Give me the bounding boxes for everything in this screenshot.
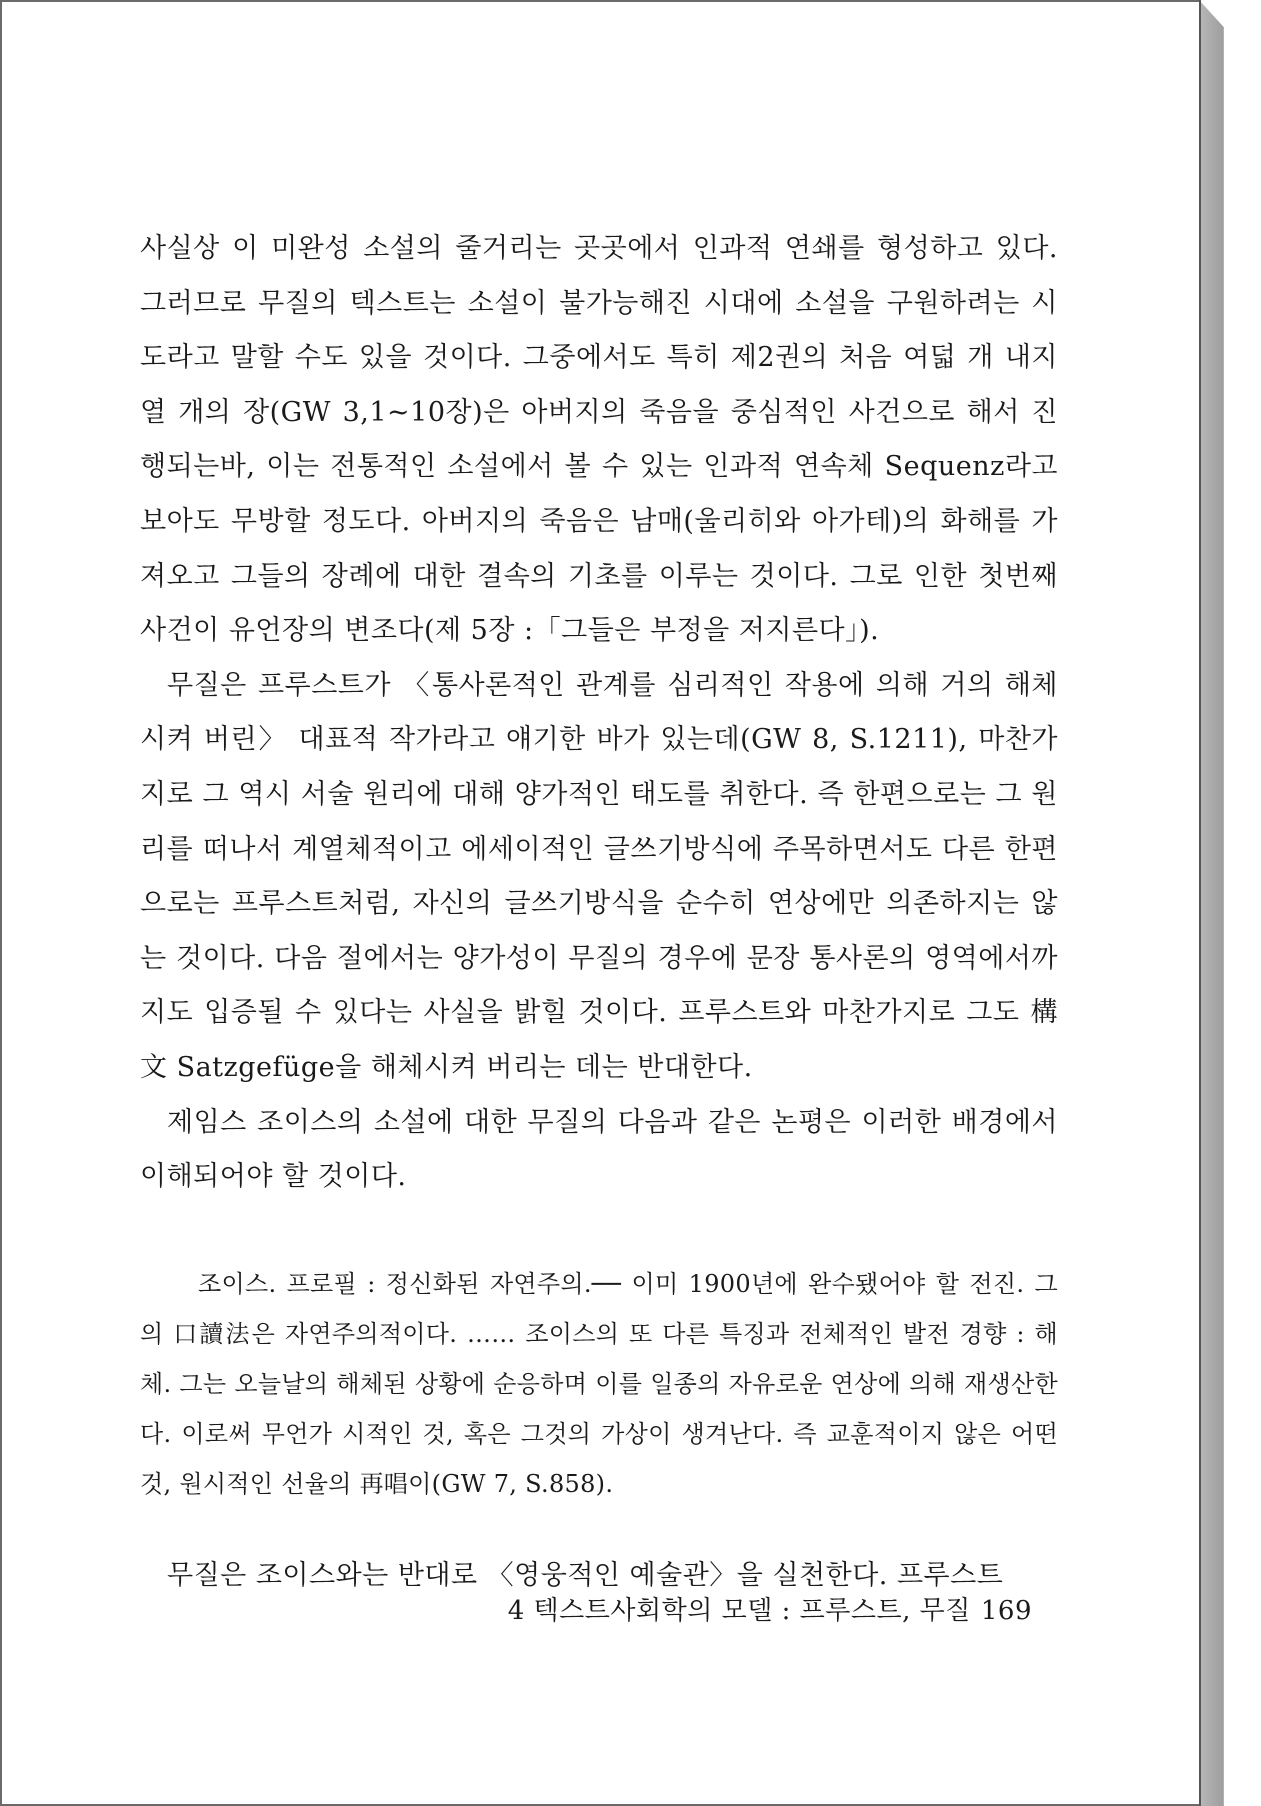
page-edge-line xyxy=(1199,0,1201,1806)
paragraph-2: 무질은 프루스트가 〈통사론적인 관계를 심리적인 작용에 의해 거의 해체시켜 버린〉 대표적 작가라고 얘기한 바가 있는데(GW 8, S.1211), 마찬가지로 그 역시 서술 원리에 대해 양가적인 태도를 취한다. 즉 한편으로는 그 원리를 떠나서 계열체적이고 에세이적인 글쓰기방식에 주목하면서도 다른 한편으로는 프루스트처럼, 자신의 글쓰기방식을 순수히 연상에만 의존하지는 않는 것이다. 다음 절에서는 양가성이 무질의 경우에 문장 통사론의 영역에서까지도 입증될 수 있다는 사실을 밝힐 것이다. 프루스트와 마찬가지로 그도 構文 Satzgefüge을 해체시켜 버리는 데는 반대한다. xyxy=(140,669,1058,1083)
paragraph-1: 사실상 이 미완성 소설의 줄거리는 곳곳에서 인과적 연쇄를 형성하고 있다. 그러므로 무질의 텍스트는 소설이 불가능해진 시대에 소설을 구원하려는 시도라고 말할 수도 있을 것이다. 그중에서도 특히 제2권의 처음 여덟 개 내지 열 개의 장(GW 3,1~10장)은 아버지의 죽음을 중심적인 사건으로 해서 진행되는바, 이는 전통적인 소설에서 볼 수 있는 인과적 연속체 Sequenz라고 보아도 무방할 정도다. 아버지의 죽음은 남매(울리히와 아가테)의 화해를 가져오고 그들의 장례에 대한 결속의 기초를 이루는 것이다. 그로 인한 첫번째 사건이 유언장의 변조다(제 5장 :「그들은 부정을 저지른다」). xyxy=(140,233,1058,647)
page-stack-edge xyxy=(1199,0,1261,1806)
paragraph-4: 무질은 조이스와는 반대로 〈영웅적인 예술관〉을 실천한다. 프루스트 xyxy=(167,1559,1004,1591)
paragraph-3: 제임스 조이스의 소설에 대한 무질의 다음과 같은 논평은 이러한 배경에서 이해되어야 할 것이다. xyxy=(140,1106,1058,1193)
running-footer xyxy=(140,1590,1032,1627)
block-quote: 조이스. 프로필 : 정신화된 자연주의.── 이미 1900년에 완수됐어야 할 전진. 그의 口讀法은 자연주의적이다. …… 조이스의 또 다른 특징과 전체적인 발전 경향 : 해체. 그는 오늘날의 해체된 상황에 순응하며 이를 일종의 자유로운 연상에 의해 재생산한다. 이로써 무언가 시적인 것, 혹은 그것의 가상이 생겨난다. 즉 교훈적이지 않은 어떤 것, 원시적인 선율의 再唱이(GW 7, S.858). xyxy=(140,1269,1058,1498)
page-number: 169 xyxy=(980,1596,1032,1626)
page-body xyxy=(140,222,1058,1603)
running-title: 4 텍스트사회학의 모델 : 프루스트, 무질 xyxy=(507,1596,971,1626)
